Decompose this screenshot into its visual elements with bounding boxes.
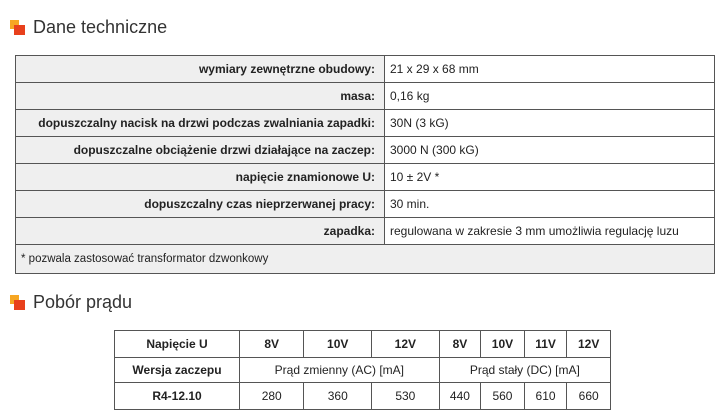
spec-value: 3000 N (300 kG): [385, 137, 715, 164]
spec-value: 10 ± 2V *: [385, 164, 715, 191]
dc-current-value: 660: [567, 383, 611, 410]
current-draw-table: [114, 330, 611, 410]
section-bullet-icon: [10, 20, 26, 36]
dc-voltage-header: 8V: [439, 331, 481, 358]
dc-voltage-header: 11V: [524, 331, 567, 358]
ac-current-label: Prąd zmienny (AC) [mA]: [240, 358, 440, 383]
spec-key: wymiary zewnętrzne obudowy:: [16, 56, 385, 83]
spec-key: zapadka:: [16, 218, 385, 245]
dc-current-value: 560: [481, 383, 525, 410]
spec-key: dopuszczalny czas nieprzerwanej pracy:: [16, 191, 385, 218]
table-row: [16, 164, 715, 191]
table-row: [16, 110, 715, 137]
section-title: Pobór prądu: [33, 292, 133, 312]
spec-key: masa:: [16, 83, 385, 110]
spec-value: 0,16 kg: [385, 83, 715, 110]
dc-current-value: 440: [439, 383, 481, 410]
ac-current-value: 280: [240, 383, 304, 410]
model-name: R4-12.10: [115, 383, 240, 410]
version-header: Wersja zaczepu: [115, 358, 240, 383]
section-bullet-icon: [10, 295, 26, 311]
ac-current-value: 530: [372, 383, 440, 410]
spec-value: 30 min.: [385, 191, 715, 218]
section-heading-technical-data: [10, 17, 167, 38]
table-note-row: [16, 245, 715, 274]
dc-voltage-header: 10V: [481, 331, 525, 358]
spec-value: 21 x 29 x 68 mm: [385, 56, 715, 83]
table-row: [16, 191, 715, 218]
spec-value: regulowana w zakresie 3 mm umożliwia regulację luzu: [385, 218, 715, 245]
spec-key: napięcie znamionowe U:: [16, 164, 385, 191]
voltage-header: Napięcie U: [115, 331, 240, 358]
section-title: Dane techniczne: [33, 17, 168, 37]
footnote: * pozwala zastosować transformator dzwonkowy: [16, 245, 715, 274]
table-row: [16, 137, 715, 164]
ac-voltage-header: 12V: [372, 331, 440, 358]
technical-data-table: [15, 55, 715, 274]
ac-current-value: 360: [304, 383, 372, 410]
table-row: [16, 83, 715, 110]
ac-voltage-header: 10V: [304, 331, 372, 358]
dc-current-value: 610: [524, 383, 567, 410]
table-row: [16, 56, 715, 83]
table-row: [115, 383, 611, 410]
ac-voltage-header: 8V: [240, 331, 304, 358]
table-row: [115, 358, 611, 383]
table-header-row: [115, 331, 611, 358]
dc-voltage-header: 12V: [567, 331, 611, 358]
table-row: [16, 218, 715, 245]
spec-key: dopuszczalne obciążenie drzwi działające na zaczep:: [16, 137, 385, 164]
section-heading-current-draw: [10, 292, 132, 313]
spec-value: 30N (3 kG): [385, 110, 715, 137]
spec-key: dopuszczalny nacisk na drzwi podczas zwalniania zapadki:: [16, 110, 385, 137]
dc-current-label: Prąd stały (DC) [mA]: [439, 358, 610, 383]
